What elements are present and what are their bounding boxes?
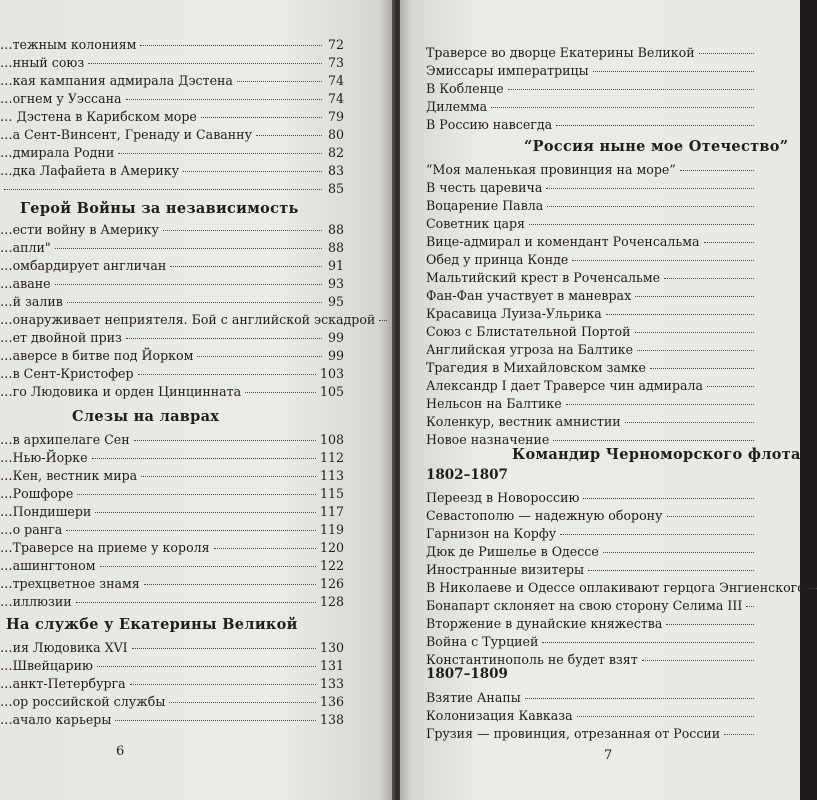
toc-entry (0, 312, 376, 328)
entry-title: Нельсон на Балтике (426, 396, 562, 411)
toc-entry (0, 55, 344, 71)
entry-title: …онаруживает неприятеля. Бой с английской эскадрой (0, 312, 376, 327)
toc-entry (426, 162, 776, 178)
entry-page-number: 113 (319, 468, 344, 483)
entry-title: …огнем у Уэссана (0, 91, 122, 106)
dot-leader (547, 206, 754, 207)
toc-entry (0, 594, 344, 610)
entry-title: Взятие Анапы (426, 690, 521, 705)
toc-entry (0, 676, 344, 692)
entry-page-number: 122 (319, 558, 344, 573)
entry-title: Колонизация Кавказа (426, 708, 573, 723)
dot-leader (163, 230, 322, 231)
dot-leader (809, 588, 817, 589)
entry-title: …дка Лафайета в Америку (0, 163, 180, 178)
entry-page-number: 119 (319, 522, 344, 537)
dot-leader (55, 284, 322, 285)
entry-title: …дмирала Родни (0, 145, 115, 160)
entry-page-number: 136 (319, 694, 344, 709)
entry-title: Гарнизон на Корфу (426, 526, 557, 541)
toc-entry (0, 450, 344, 466)
dot-leader (66, 530, 316, 531)
dot-leader (635, 296, 754, 297)
dot-leader (201, 117, 322, 118)
entry-title: …аване (0, 276, 51, 291)
entry-page-number: 138 (319, 712, 344, 727)
toc-entry (426, 99, 776, 115)
entry-title: В честь царевича (426, 180, 543, 195)
dot-leader (67, 302, 322, 303)
dot-leader (77, 494, 316, 495)
toc-entry (426, 288, 776, 304)
dot-leader (635, 332, 754, 333)
toc-entry (426, 708, 776, 724)
toc-entry (0, 468, 344, 484)
dot-leader (115, 720, 316, 721)
entry-title: “Моя маленькая провинция на море” (426, 162, 676, 177)
entry-title: Война с Турцией (426, 634, 539, 649)
toc-entry (0, 348, 344, 364)
dot-leader (724, 734, 754, 735)
dot-leader (637, 350, 754, 351)
entry-title: В Николаеве и Одессе оплакивают герцога Энгиенского (426, 580, 805, 595)
entry-title: В Кобленце (426, 81, 504, 96)
entry-page-number: 88 (327, 240, 344, 255)
entry-title: …о ранга (0, 522, 63, 537)
entry-title: Обед у принца Конде (426, 252, 569, 267)
dot-leader (508, 89, 754, 90)
toc-entry (0, 109, 344, 125)
dot-leader (245, 392, 316, 393)
entry-title: Грузия — провинция, отрезанная от России (426, 726, 721, 741)
entry-title: Дилемма (426, 99, 488, 114)
entry-title: …ор российской службы (0, 694, 166, 709)
dot-leader (126, 338, 322, 339)
year-range-heading: 1807–1809 (426, 666, 508, 682)
toc-entry (0, 145, 344, 161)
dot-leader (707, 386, 754, 387)
dot-leader (126, 99, 322, 100)
toc-entry (426, 360, 776, 376)
dot-leader (650, 368, 754, 369)
entry-title: …Траверсе на приеме у короля (0, 540, 210, 555)
toc-entry (0, 504, 344, 520)
dot-leader (699, 53, 754, 54)
toc-entry (426, 234, 776, 250)
toc-entry (426, 526, 776, 542)
entry-title: …Кен, вестник мира (0, 468, 138, 483)
dot-leader (529, 224, 754, 225)
dot-leader (572, 260, 754, 261)
entry-title: …ашингтоном (0, 558, 96, 573)
left-page (0, 0, 394, 800)
toc-entry (0, 73, 344, 89)
entry-title: Красавица Луиза-Ульрика (426, 306, 602, 321)
entry-title: …нный союз (0, 55, 85, 70)
toc-entry (0, 222, 344, 238)
entry-title: В Россию навсегда (426, 117, 553, 132)
toc-entry (426, 324, 776, 340)
entry-title: Александр I дает Траверсе чин адмирала (426, 378, 704, 393)
dot-leader (97, 666, 316, 667)
entry-title: Дюк де Ришелье в Одессе (426, 544, 599, 559)
entry-title: …трехцветное знамя (0, 576, 140, 591)
toc-entry (426, 690, 776, 706)
entry-page-number: 74 (327, 91, 344, 106)
toc-entry (426, 544, 776, 560)
entry-title: Союз с Блистательной Портой (426, 324, 631, 339)
dot-leader (118, 153, 322, 154)
entry-page-number: 115 (319, 486, 344, 501)
entry-page-number: 88 (327, 222, 344, 237)
toc-entry (426, 490, 776, 506)
entry-page-number: 131 (319, 658, 344, 673)
entry-page-number: 103 (319, 366, 344, 381)
dot-leader (525, 698, 754, 699)
entry-title: …аверсе в битве под Йорком (0, 348, 194, 363)
toc-entry (426, 63, 776, 79)
toc-entry (426, 378, 776, 394)
dot-leader (95, 512, 316, 513)
dot-leader (134, 440, 316, 441)
dot-leader (625, 422, 754, 423)
entry-page-number: 112 (319, 450, 344, 465)
dot-leader (491, 107, 754, 108)
entry-page-number: 74 (327, 73, 344, 88)
toc-entry (426, 562, 776, 578)
toc-entry (426, 198, 776, 214)
dot-leader (542, 642, 754, 643)
toc-entry (426, 616, 776, 632)
toc-entry (0, 258, 344, 274)
dot-leader (237, 81, 322, 82)
section-heading: Слезы на лаврах (72, 408, 220, 425)
entry-page-number: 128 (319, 594, 344, 609)
entry-title: Севастополю — надежную оборону (426, 508, 663, 523)
toc-entry (426, 598, 776, 614)
entry-page-number: 95 (327, 294, 344, 309)
entry-title: …в архипелаге Сен (0, 432, 130, 447)
toc-entry (426, 117, 776, 133)
dot-leader (680, 170, 754, 171)
dot-leader (256, 135, 322, 136)
entry-title: …го Людовика и орден Цинцинната (0, 384, 242, 399)
section-heading: На службе у Екатерины Великой (6, 616, 298, 633)
toc-entry (426, 342, 776, 358)
dot-leader (76, 602, 316, 603)
toc-entry (426, 180, 776, 196)
toc-entry (0, 640, 344, 656)
entry-page-number: 91 (327, 258, 344, 273)
toc-entry (0, 658, 344, 674)
toc-entry (426, 45, 776, 61)
entry-page-number: 133 (319, 676, 344, 691)
dot-leader (214, 548, 316, 549)
dot-leader (560, 534, 754, 535)
entry-title: …Пондишери (0, 504, 92, 519)
dot-leader (577, 716, 754, 717)
entry-title: …иллюзии (0, 594, 72, 609)
entry-title: …а Сент-Винсент, Гренаду и Саванну (0, 127, 252, 142)
section-heading: “Россия ныне мое Отечество” (524, 138, 789, 155)
entry-title: …в Сент-Кристофер (0, 366, 134, 381)
entry-title: …омбардирует англичан (0, 258, 167, 273)
entry-page-number: 99 (327, 348, 344, 363)
toc-entry (0, 694, 344, 710)
entry-page-number: 93 (327, 276, 344, 291)
dot-leader (169, 702, 316, 703)
dot-leader (100, 566, 316, 567)
toc-entry (426, 508, 776, 524)
toc-entry (426, 634, 776, 650)
toc-entry (426, 306, 776, 322)
dot-leader (197, 356, 322, 357)
entry-title: …ачало карьеры (0, 712, 112, 727)
entry-title: Фан-Фан участвует в маневрах (426, 288, 632, 303)
dot-leader (606, 314, 754, 315)
entry-title: Бонапарт склоняет на свою сторону Селима III (426, 598, 743, 613)
dot-leader (141, 476, 316, 477)
toc-entry (0, 712, 344, 728)
toc-entry (426, 580, 805, 596)
toc-entry (426, 81, 776, 97)
toc-entry (0, 522, 344, 538)
entry-title: …ет двойной приз (0, 330, 122, 345)
toc-entry (0, 276, 344, 292)
entry-page-number: 80 (327, 127, 344, 142)
toc-entry (0, 486, 344, 502)
entry-title: …анкт-Петербурга (0, 676, 126, 691)
toc-entry (0, 384, 344, 400)
entry-title: Вторжение в дунайские княжества (426, 616, 663, 631)
entry-page-number: 108 (319, 432, 344, 447)
entry-title: … Дэстена в Карибском море (0, 109, 197, 124)
entry-title: Вице-адмирал и комендант Роченсальма (426, 234, 700, 249)
dot-leader (130, 684, 316, 685)
dot-leader (138, 374, 316, 375)
entry-title: Эмиссары императрицы (426, 63, 589, 78)
toc-entry (0, 432, 344, 448)
toc-entry (426, 726, 776, 742)
toc-entry (0, 127, 344, 143)
dot-leader (704, 242, 754, 243)
entry-title: Траверсе во дворце Екатерины Великой (426, 45, 695, 60)
entry-page-number: 82 (327, 145, 344, 160)
right-page (400, 0, 805, 800)
entry-title: Воцарение Павла (426, 198, 544, 213)
entry-page-number: 120 (319, 540, 344, 555)
entry-title: Переезд в Новороссию (426, 490, 580, 505)
dot-leader (379, 320, 387, 321)
entry-page-number: 85 (327, 181, 344, 196)
toc-entry (0, 91, 344, 107)
dot-leader (170, 266, 322, 267)
dot-leader (588, 570, 754, 571)
entry-page-number: 117 (319, 504, 344, 519)
entry-page-number: 72 (327, 37, 344, 52)
entry-title: …ести войну в Америку (0, 222, 159, 237)
entry-title: Иностранные визитеры (426, 562, 585, 577)
entry-title: …Швейцарию (0, 658, 93, 673)
section-heading: Командир Черноморского флота (512, 446, 801, 463)
dot-leader (553, 440, 754, 441)
entry-page-number: 79 (327, 109, 344, 124)
dot-leader (566, 404, 754, 405)
toc-entry (0, 181, 344, 197)
entry-page-number: 105 (319, 384, 344, 399)
toc-entry (0, 240, 344, 256)
toc-entry (0, 330, 344, 346)
page-number: 6 (116, 744, 125, 759)
dot-leader (4, 189, 322, 190)
toc-entry (0, 540, 344, 556)
toc-entry (426, 414, 776, 430)
toc-entry (0, 558, 344, 574)
section-heading: Герой Войны за независимость (20, 200, 299, 217)
entry-title: Мальтийский крест в Роченсальме (426, 270, 661, 285)
entry-title: Новое назначение (426, 432, 550, 447)
toc-entry (426, 252, 776, 268)
entry-title: Советник царя (426, 216, 526, 231)
dot-leader (746, 606, 754, 607)
toc-entry (0, 576, 344, 592)
entry-page-number: 130 (319, 640, 344, 655)
toc-entry (426, 396, 776, 412)
dot-leader (132, 648, 316, 649)
dot-leader (583, 498, 754, 499)
entry-title: Коленкур, вестник амнистии (426, 414, 621, 429)
dot-leader (593, 71, 754, 72)
entry-title: …й залив (0, 294, 63, 309)
toc-entry (0, 37, 344, 53)
dot-leader (666, 624, 754, 625)
entry-title: Константинополь не будет взят (426, 652, 638, 667)
toc-entry (0, 163, 344, 179)
entry-title: Английская угроза на Балтике (426, 342, 634, 357)
entry-title: …Рошфоре (0, 486, 74, 501)
dot-leader (642, 660, 754, 661)
toc-entry (0, 294, 344, 310)
dot-leader (144, 584, 316, 585)
entry-title: …Нью-Йорке (0, 450, 88, 465)
dot-leader (183, 171, 322, 172)
entry-title: Трагедия в Михайловском замке (426, 360, 646, 375)
dot-leader (546, 188, 754, 189)
toc-entry (426, 216, 776, 232)
dot-leader (92, 458, 316, 459)
entry-title: …тежным колониям (0, 37, 137, 52)
entry-page-number: 99 (327, 330, 344, 345)
entry-page-number: 73 (327, 55, 344, 70)
year-range-heading: 1802–1807 (426, 467, 508, 483)
dot-leader (140, 45, 322, 46)
dot-leader (603, 552, 754, 553)
entry-title: …ия Людовика XVI (0, 640, 128, 655)
toc-entry (426, 270, 776, 286)
entry-page-number: 126 (319, 576, 344, 591)
dot-leader (667, 516, 755, 517)
dot-leader (664, 278, 754, 279)
entry-title: …апли" (0, 240, 51, 255)
entry-page-number: 83 (327, 163, 344, 178)
dot-leader (55, 248, 322, 249)
toc-entry (0, 366, 344, 382)
dot-leader (88, 63, 322, 64)
dot-leader (556, 125, 754, 126)
entry-title: …кая кампания адмирала Дэстена (0, 73, 233, 88)
page-number: 7 (604, 748, 613, 763)
